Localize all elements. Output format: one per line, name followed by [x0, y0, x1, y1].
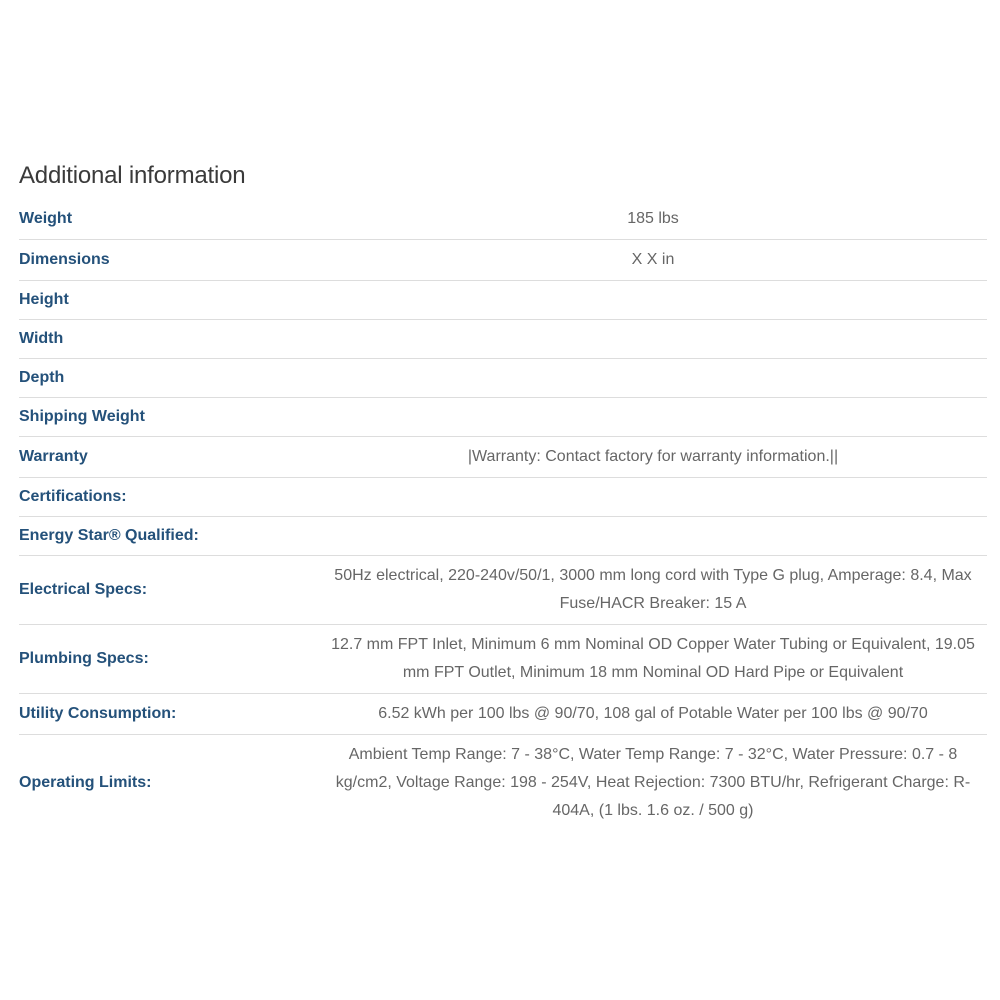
attribute-row-weight	[19, 199, 987, 240]
attribute-label: Energy Star® Qualified:	[19, 527, 199, 544]
attribute-label: Width	[19, 330, 64, 347]
attribute-row-certifications	[19, 478, 987, 517]
attribute-label: Electrical Specs:	[19, 581, 148, 598]
attribute-value	[319, 281, 987, 320]
attribute-row-height	[19, 281, 987, 320]
attribute-value	[319, 517, 987, 556]
attribute-value	[319, 359, 987, 398]
attribute-label: Depth	[19, 369, 65, 386]
attribute-label: Plumbing Specs:	[19, 650, 149, 667]
attribute-value	[319, 478, 987, 517]
attribute-label: Certifications:	[19, 488, 127, 505]
attribute-value	[319, 320, 987, 359]
attribute-row-electrical-specs	[19, 556, 987, 625]
attribute-row-warranty	[19, 437, 987, 478]
attribute-value: Ambient Temp Range: 7 - 38°C, Water Temp Range: 7 - 32°C, Water Pressure: 0.7 - 8 kg/cm2, Voltage Range: 198 - 254V, Heat Rejection: 7300 BTU/hr, Refrigerant Charge: R-404A, (1 lbs. 1.6 oz. / 500 g)	[335, 746, 971, 819]
attribute-value: X X in	[631, 251, 675, 268]
attribute-value: 50Hz electrical, 220-240v/50/1, 3000 mm long cord with Type G plug, Amperage: 8.4, Max Fuse/HACR Breaker: 15 A	[334, 567, 972, 612]
attribute-label: Shipping Weight	[19, 408, 145, 425]
attribute-row-depth	[19, 359, 987, 398]
attribute-row-shipping-weight	[19, 398, 987, 437]
attribute-value: |Warranty: Contact factory for warranty information.||	[467, 448, 839, 465]
attribute-row-energy-star	[19, 517, 987, 556]
section-title: Additional information	[19, 162, 246, 189]
attribute-row-width	[19, 320, 987, 359]
attribute-label: Height	[19, 291, 69, 308]
attribute-label: Weight	[19, 210, 73, 227]
additional-information-section	[19, 158, 987, 831]
attribute-value: 12.7 mm FPT Inlet, Minimum 6 mm Nominal OD Copper Water Tubing or Equivalent, 19.05 mm FPT Outlet, Minimum 18 mm Nominal OD Hard Pipe or Equivalent	[331, 636, 975, 681]
attribute-label: Dimensions	[19, 251, 110, 268]
attributes-table	[19, 199, 987, 831]
attribute-label: Operating Limits:	[19, 774, 152, 791]
attribute-row-dimensions	[19, 240, 987, 281]
attribute-label: Utility Consumption:	[19, 705, 177, 722]
attribute-value: 185 lbs	[627, 210, 679, 227]
attribute-value: 6.52 kWh per 100 lbs @ 90/70, 108 gal of Potable Water per 100 lbs @ 90/70	[378, 705, 928, 722]
attribute-row-utility-consumption	[19, 694, 987, 735]
attribute-value	[319, 398, 987, 437]
attribute-label: Warranty	[19, 448, 88, 465]
attribute-row-operating-limits	[19, 735, 987, 832]
attribute-row-plumbing-specs	[19, 625, 987, 694]
